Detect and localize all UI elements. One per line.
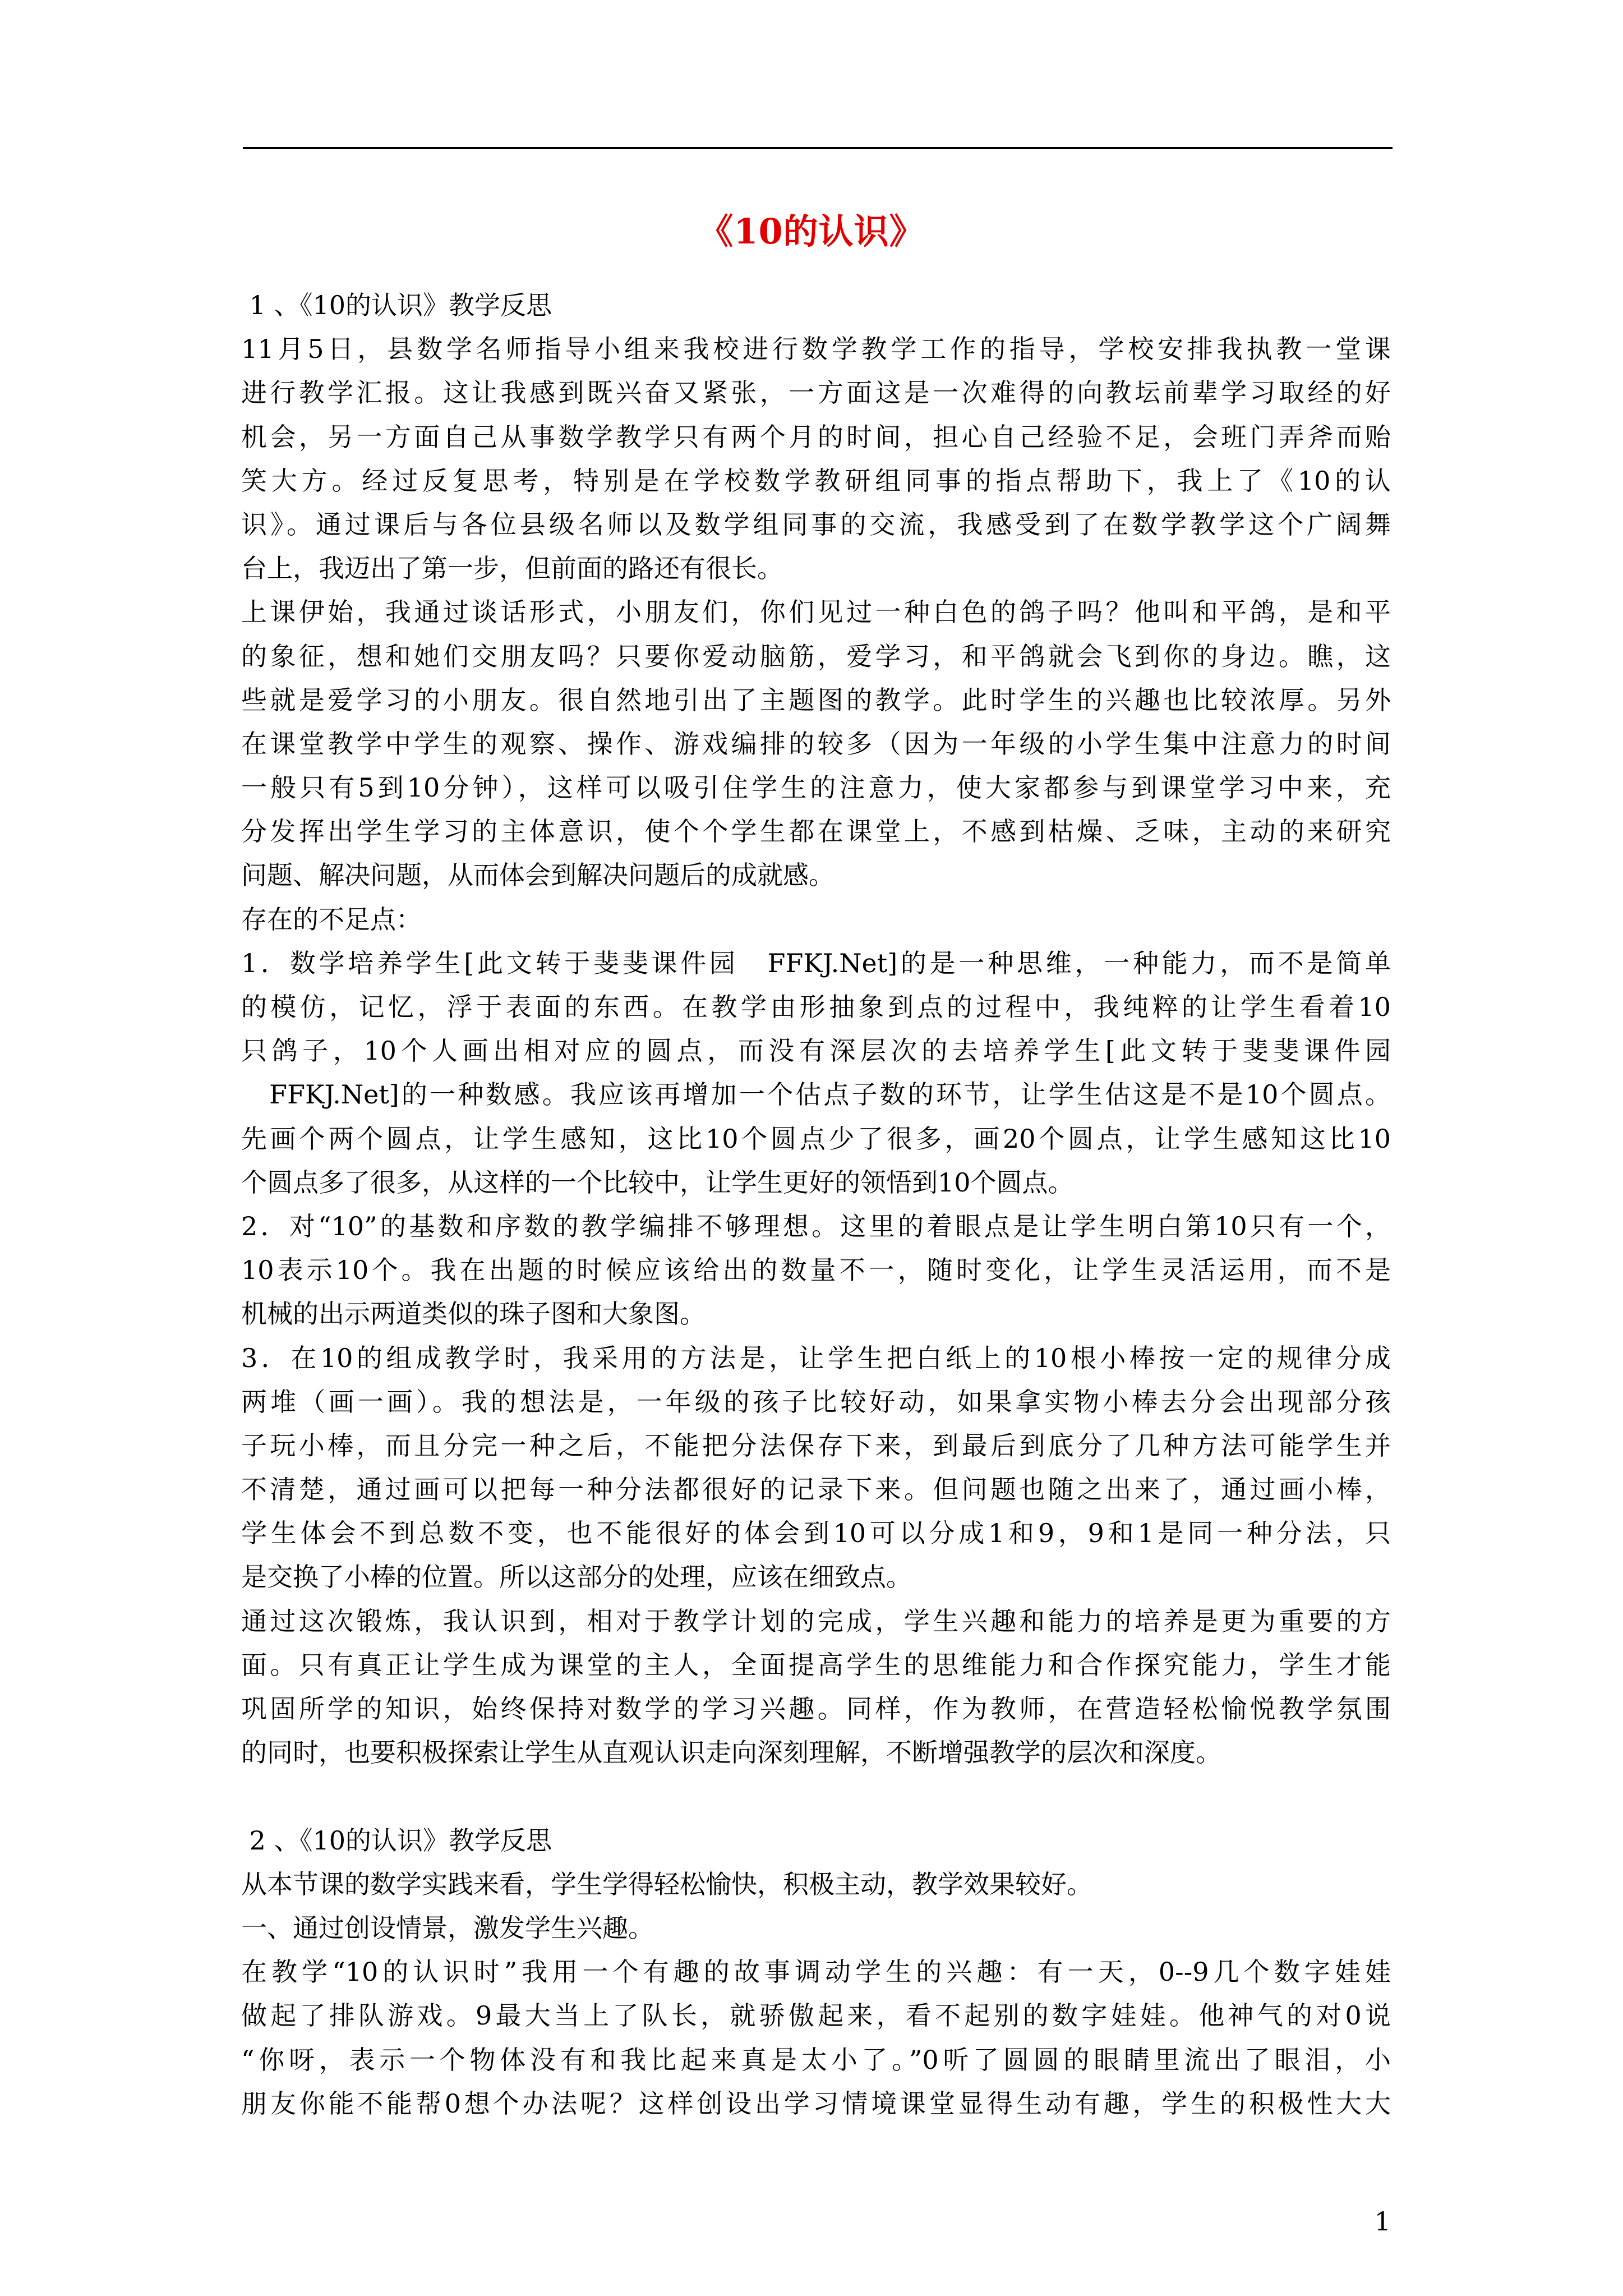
body-text	[241, 283, 1391, 2125]
paragraph-line: 是交换了小棒的位置。所以这部分的处理，应该在细致点。	[241, 1562, 912, 1593]
page-number: 1	[1374, 2206, 1391, 2237]
paragraph-line: 3．在10的组成教学时，我采用的方法是，让学生把白纸上的10根小棒按一定的规律分成	[241, 1342, 1391, 1373]
paragraph-line: 学生体会不到总数不变，也不能很好的体会到10可以分成1和9，9和1是同一种分法，只	[241, 1518, 1391, 1549]
paragraph-line: 通过这次锻炼，我认识到，相对于教学计划的完成，学生兴趣和能力的培养是更为重要的方	[241, 1605, 1391, 1636]
paragraph-gap	[241, 1774, 1391, 1818]
paragraph-line: 机会，另一方面自己从事数学教学只有两个月的时间，担心自己经验不足，会班门弄斧而贻	[241, 421, 1391, 452]
paragraph-line: 只鸽子，10个人画出相对应的圆点，而没有深层次的去培养学生[此文转于斐斐课件园	[241, 1036, 1391, 1066]
paragraph-line: “你呀，表示一个物体没有和我比起来真是太小了。”0听了圆圆的眼睛里流出了眼泪，小	[241, 2044, 1391, 2075]
paragraph-line: 巩固所学的知识，始终保持对数学的学习兴趣。同样，作为教师，在营造轻松愉悦教学氛围	[241, 1694, 1391, 1724]
paragraph-line: 在教学“10的认识时”我用一个有趣的故事调动学生的兴趣：有一天，0--9几个数字娃娃	[241, 1957, 1391, 1987]
paragraph-line: FFKJ.Net]的一种数感。我应该再增加一个估点子数的环节，让学生估这是不是10个圆点。	[241, 1079, 1391, 1110]
paragraph-line: 从本节课的数学实践来看，学生学得轻松愉快，积极主动，教学效果较好。	[241, 1869, 1092, 1899]
paragraph-line: 1．数学培养学生[此文转于斐斐课件园 FFKJ.Net]的是一种思维，一种能力，而不是简单	[241, 947, 1391, 978]
paragraph-line: 10表示10个。我在出题的时候应该给出的数量不一，随时变化，让学生灵活运用，而不是	[241, 1255, 1391, 1286]
paragraph-line: 机械的出示两道类似的珠子图和大象图。	[241, 1299, 706, 1329]
paragraph-line: 一般只有5到10分钟），这样可以吸引住学生的注意力，使大家都参与到课堂学习中来，充	[241, 772, 1391, 803]
paragraph-line: 些就是爱学习的小朋友。很自然地引出了主题图的教学。此时学生的兴趣也比较浓厚。另外	[241, 684, 1391, 715]
paragraph-line: 分发挥出学生学习的主体意识，使个个学生都在课堂上，不感到枯燥、乏味，主动的来研究	[241, 816, 1391, 847]
paragraph-line: 的同时，也要积极探索让学生从直观认识走向深刻理解，不断增强教学的层次和深度。	[241, 1737, 1221, 1768]
paragraph-line: 台上，我迈出了第一步，但前面的路还有很长。	[241, 553, 783, 584]
document-title: 《10的认识》	[698, 211, 925, 252]
paragraph-line: 个圆点多了很多，从这样的一个比较中，让学生更好的领悟到10个圆点。	[241, 1167, 1074, 1198]
paragraph-line: 做起了排队游戏。9最大当上了队长，就骄傲起来，看不起别的数字娃娃。他神气的对0说	[241, 2000, 1391, 2031]
paragraph-line: 的象征，想和她们交朋友吗？只要你爱动脑筋，爱学习，和平鸽就会飞到你的身边。瞧，这	[241, 641, 1391, 671]
paragraph-line: 朋友你能不能帮0想个办法呢？这样创设出学习情境课堂显得生动有趣，学生的积极性大大	[241, 2088, 1391, 2119]
paragraph-line: 存在的不足点：	[241, 904, 422, 935]
paragraph-line: 先画个两个圆点，让学生感知，这比10个圆点少了很多，画20个圆点，让学生感知这比10	[241, 1123, 1391, 1154]
paragraph-line: 一、通过创设情景，激发学生兴趣。	[241, 1912, 654, 1943]
paragraph-line: 面。只有真正让学生成为课堂的主人，全面提高学生的思维能力和合作探究能力，学生才能	[241, 1649, 1391, 1680]
paragraph-line: 11月5日，县数学名师指导小组来我校进行数学教学工作的指导，学校安排我执教一堂课	[241, 334, 1391, 365]
paragraph-line: 在课堂教学中学生的观察、操作、游戏编排的较多（因为一年级的小学生集中注意力的时间	[241, 728, 1391, 759]
paragraph-line: 两堆（画一画）。我的想法是，一年级的孩子比较好动，如果拿实物小棒去分会出现部分孩	[241, 1386, 1391, 1417]
paragraph-line: 识》。通过课后与各位县级名师以及数学组同事的交流，我感受到了在数学教学这个广阔舞	[241, 509, 1391, 540]
paragraph-line: 2．对“10”的基数和序数的教学编排不够理想。这里的着眼点是让学生明白第10只有一个，	[241, 1211, 1391, 1241]
paragraph-line: 不清楚，通过画可以把每一种分法都很好的记录下来。但问题也随之出来了，通过画小棒，	[241, 1474, 1391, 1505]
paragraph-line: 进行教学汇报。这让我感到既兴奋又紧张，一方面这是一次难得的向教坛前辈学习取经的好	[241, 378, 1391, 408]
paragraph-line: 上课伊始，我通过谈话形式，小朋友们，你们见过一种白色的鸽子吗？他叫和平鸽，是和平	[241, 597, 1391, 628]
header-rule	[243, 147, 1393, 149]
paragraph-line: 的模仿，记忆，浮于表面的东西。在教学由形抽象到点的过程中，我纯粹的让学生看着10	[241, 992, 1391, 1022]
paragraph-line: 笑大方。经过反复思考，特别是在学校数学教研组同事的指点帮助下，我上了《10的认	[241, 465, 1391, 496]
section-heading: 2 、《10的认识》教学反思	[241, 1825, 552, 1856]
paragraph-line: 问题、解决问题，从而体会到解决问题后的成就感。	[241, 860, 834, 891]
section-heading: 1 、《10的认识》教学反思	[241, 290, 552, 320]
paragraph-line: 子玩小棒，而且分完一种之后，不能把分法保存下来，到最后到底分了几种方法可能学生并	[241, 1430, 1391, 1461]
